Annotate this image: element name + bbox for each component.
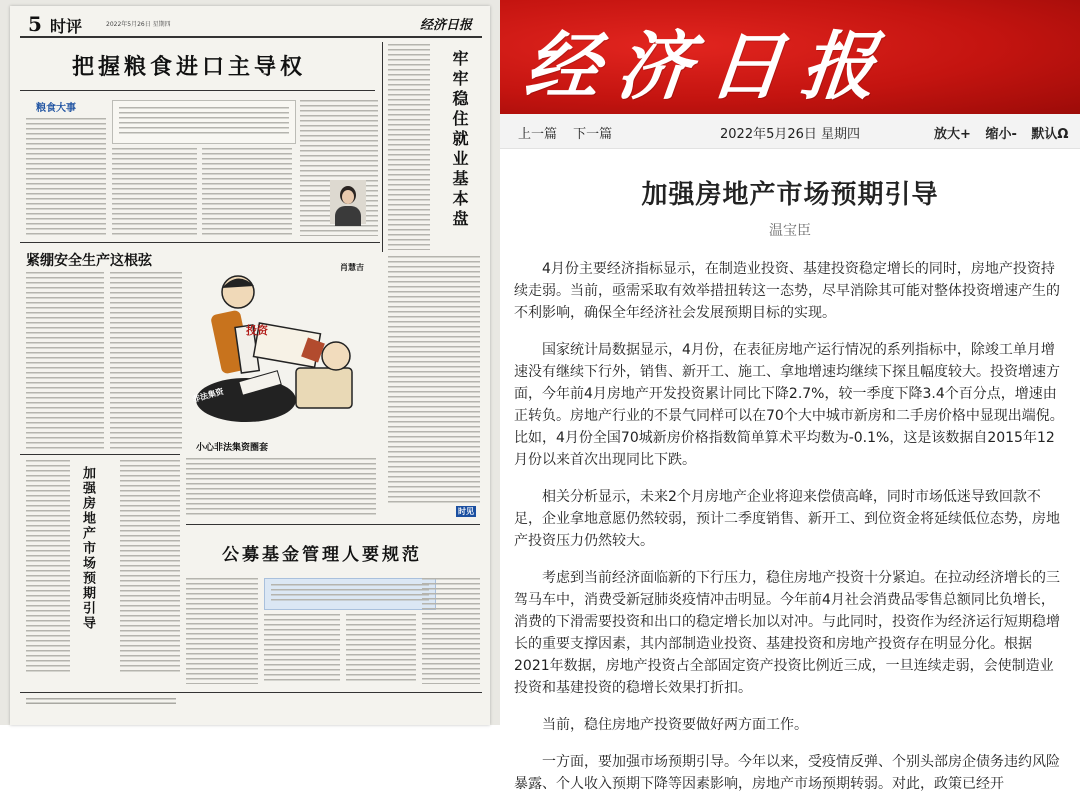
text-block	[422, 578, 480, 684]
next-article-link[interactable]: 下一篇	[573, 127, 613, 142]
text-block	[120, 460, 180, 672]
section-rule	[186, 524, 480, 525]
footer-text	[26, 698, 176, 706]
cartoon-sign: 非法集资	[191, 386, 225, 405]
font-size-controls	[934, 123, 1078, 142]
section-rule	[20, 454, 180, 455]
text-block	[202, 148, 292, 236]
cartoon-tag: 投资	[246, 324, 268, 337]
article-reader	[500, 0, 1080, 792]
article-author: 温宝臣	[769, 223, 811, 239]
article-paragraph: 考虑到当前经济面临新的下行压力，稳住房地产投资十分紧迫。在拉动经济增长的三驾马车中，消费受新冠肺炎疫情冲击明显。今年前4月社会消费品零售总额同比负增长，消费的下滑需要投资和出口的稳定增长加以对冲。与此同时，投资作为经济运行短期稳增长的重要支撑因素，其内部制造业投资、基建投资和房地产投资存在明显分化。根据2021年数据，房地产投资占全部固定资产投资比例近三成，一旦连续走弱，会使制造业投资和基建投资的稳增长效果打折扣。	[514, 570, 1060, 696]
article-paragraph: 一方面，要加强市场预期引导。今年以来，受疫情反弹、个别头部房企债务违约风险暴露、个人收入预期下降等因素影响，房地产市场预期转弱。对此，政策已经开	[514, 754, 1060, 792]
article-paragraph: 国家统计局数据显示，4月份，在表征房地产运行情况的系列指标中，除竣工单月增速没有继续下行外，销售、新开工、施工、拿地增速均继续下探且幅度较大。投资增速方面，今年前4月房地产开发投资累计同比下降2.7%，较一季度下降3.4个百分点，增速由正转负。房地产行业的不景气同样可以在70个大中城市新房和二手房价格中显现出端倪。比如，4月份全国70城新房价格指数简单算术平均数为-0.1%，这是该数据自2015年12月份以来首次出现同比下跌。	[514, 342, 1064, 468]
article-title: 加强房地产市场预期引导	[641, 180, 939, 210]
page-masthead-small: 经济日报	[420, 18, 473, 33]
issue-date: 2022年5月26日 星期四	[720, 127, 861, 142]
summary-box	[112, 100, 296, 144]
zoom-in-button[interactable]: 放大+	[934, 127, 971, 142]
headline-rule	[20, 90, 375, 91]
page-number: 5	[28, 12, 42, 36]
reader-toolbar	[500, 114, 1080, 149]
newspaper-page	[10, 6, 490, 725]
prev-article-link[interactable]: 上一篇	[518, 127, 558, 142]
page-date: 2022年5月26日 星期四	[106, 21, 171, 28]
header-rule	[20, 36, 482, 38]
text-block	[26, 118, 106, 236]
masthead-logo: 经济日报	[520, 24, 898, 110]
cartoon-illustration	[186, 268, 376, 434]
column-tag: 粮食大事	[36, 103, 76, 114]
headline-employment: 牢牢稳住就业基本盘	[450, 50, 469, 230]
text-block	[110, 272, 182, 450]
fund-summary-box	[264, 578, 436, 610]
text-block	[112, 148, 197, 236]
masthead-banner	[500, 0, 1080, 114]
article-body	[514, 258, 1066, 810]
article-nav	[518, 123, 624, 142]
text-block	[264, 614, 340, 684]
text-block	[388, 44, 430, 250]
article-paragraph: 当前，稳住房地产投资要做好两方面工作。	[542, 717, 808, 733]
newspaper-page-view[interactable]	[0, 0, 500, 725]
section-rule	[20, 242, 380, 243]
text-block	[26, 272, 104, 450]
footer-rule	[20, 692, 482, 693]
page-section: 时评	[50, 17, 83, 36]
zoom-out-button[interactable]: 缩小-	[985, 127, 1017, 142]
text-block	[186, 578, 258, 684]
text-block	[26, 460, 70, 672]
text-block	[186, 458, 376, 518]
headline-grain: 把握粮食进口主导权	[72, 54, 307, 80]
headline-fund: 公募基金管理人要规范	[222, 545, 422, 565]
cartoon-author: 肖慧吉	[340, 262, 364, 272]
article-paragraph: 相关分析显示，未来2个月房地产企业将迎来偿债高峰，同时市场低迷导致回款不足，企业拿地意愿仍然较弱，预计二季度销售、新开工、到位资金将延续低位态势，房地产投资压力仍然较大。	[514, 489, 1060, 549]
corner-tag: 时见	[458, 507, 474, 516]
article-paragraph: 4月份主要经济指标显示，在制造业投资、基建投资稳定增长的同时，房地产投资持续走弱。当前，亟需采取有效举措扭转这一态势，尽早消除其可能对整体投资增速产生的不利影响，确保全年经济社会发展预期目标的实现。	[514, 261, 1060, 321]
text-block	[346, 614, 416, 684]
cartoon-caption: 小心非法集资圈套	[196, 443, 269, 453]
columnist-portrait	[330, 180, 366, 224]
headline-property: 加强房地产市场预期引导	[80, 466, 95, 631]
text-block	[388, 256, 480, 504]
default-size-button[interactable]: 默认Ω	[1031, 127, 1069, 142]
headline-safety: 紧绷安全生产这根弦	[26, 253, 152, 269]
column-divider	[382, 42, 383, 252]
article-content[interactable]	[500, 148, 1080, 792]
